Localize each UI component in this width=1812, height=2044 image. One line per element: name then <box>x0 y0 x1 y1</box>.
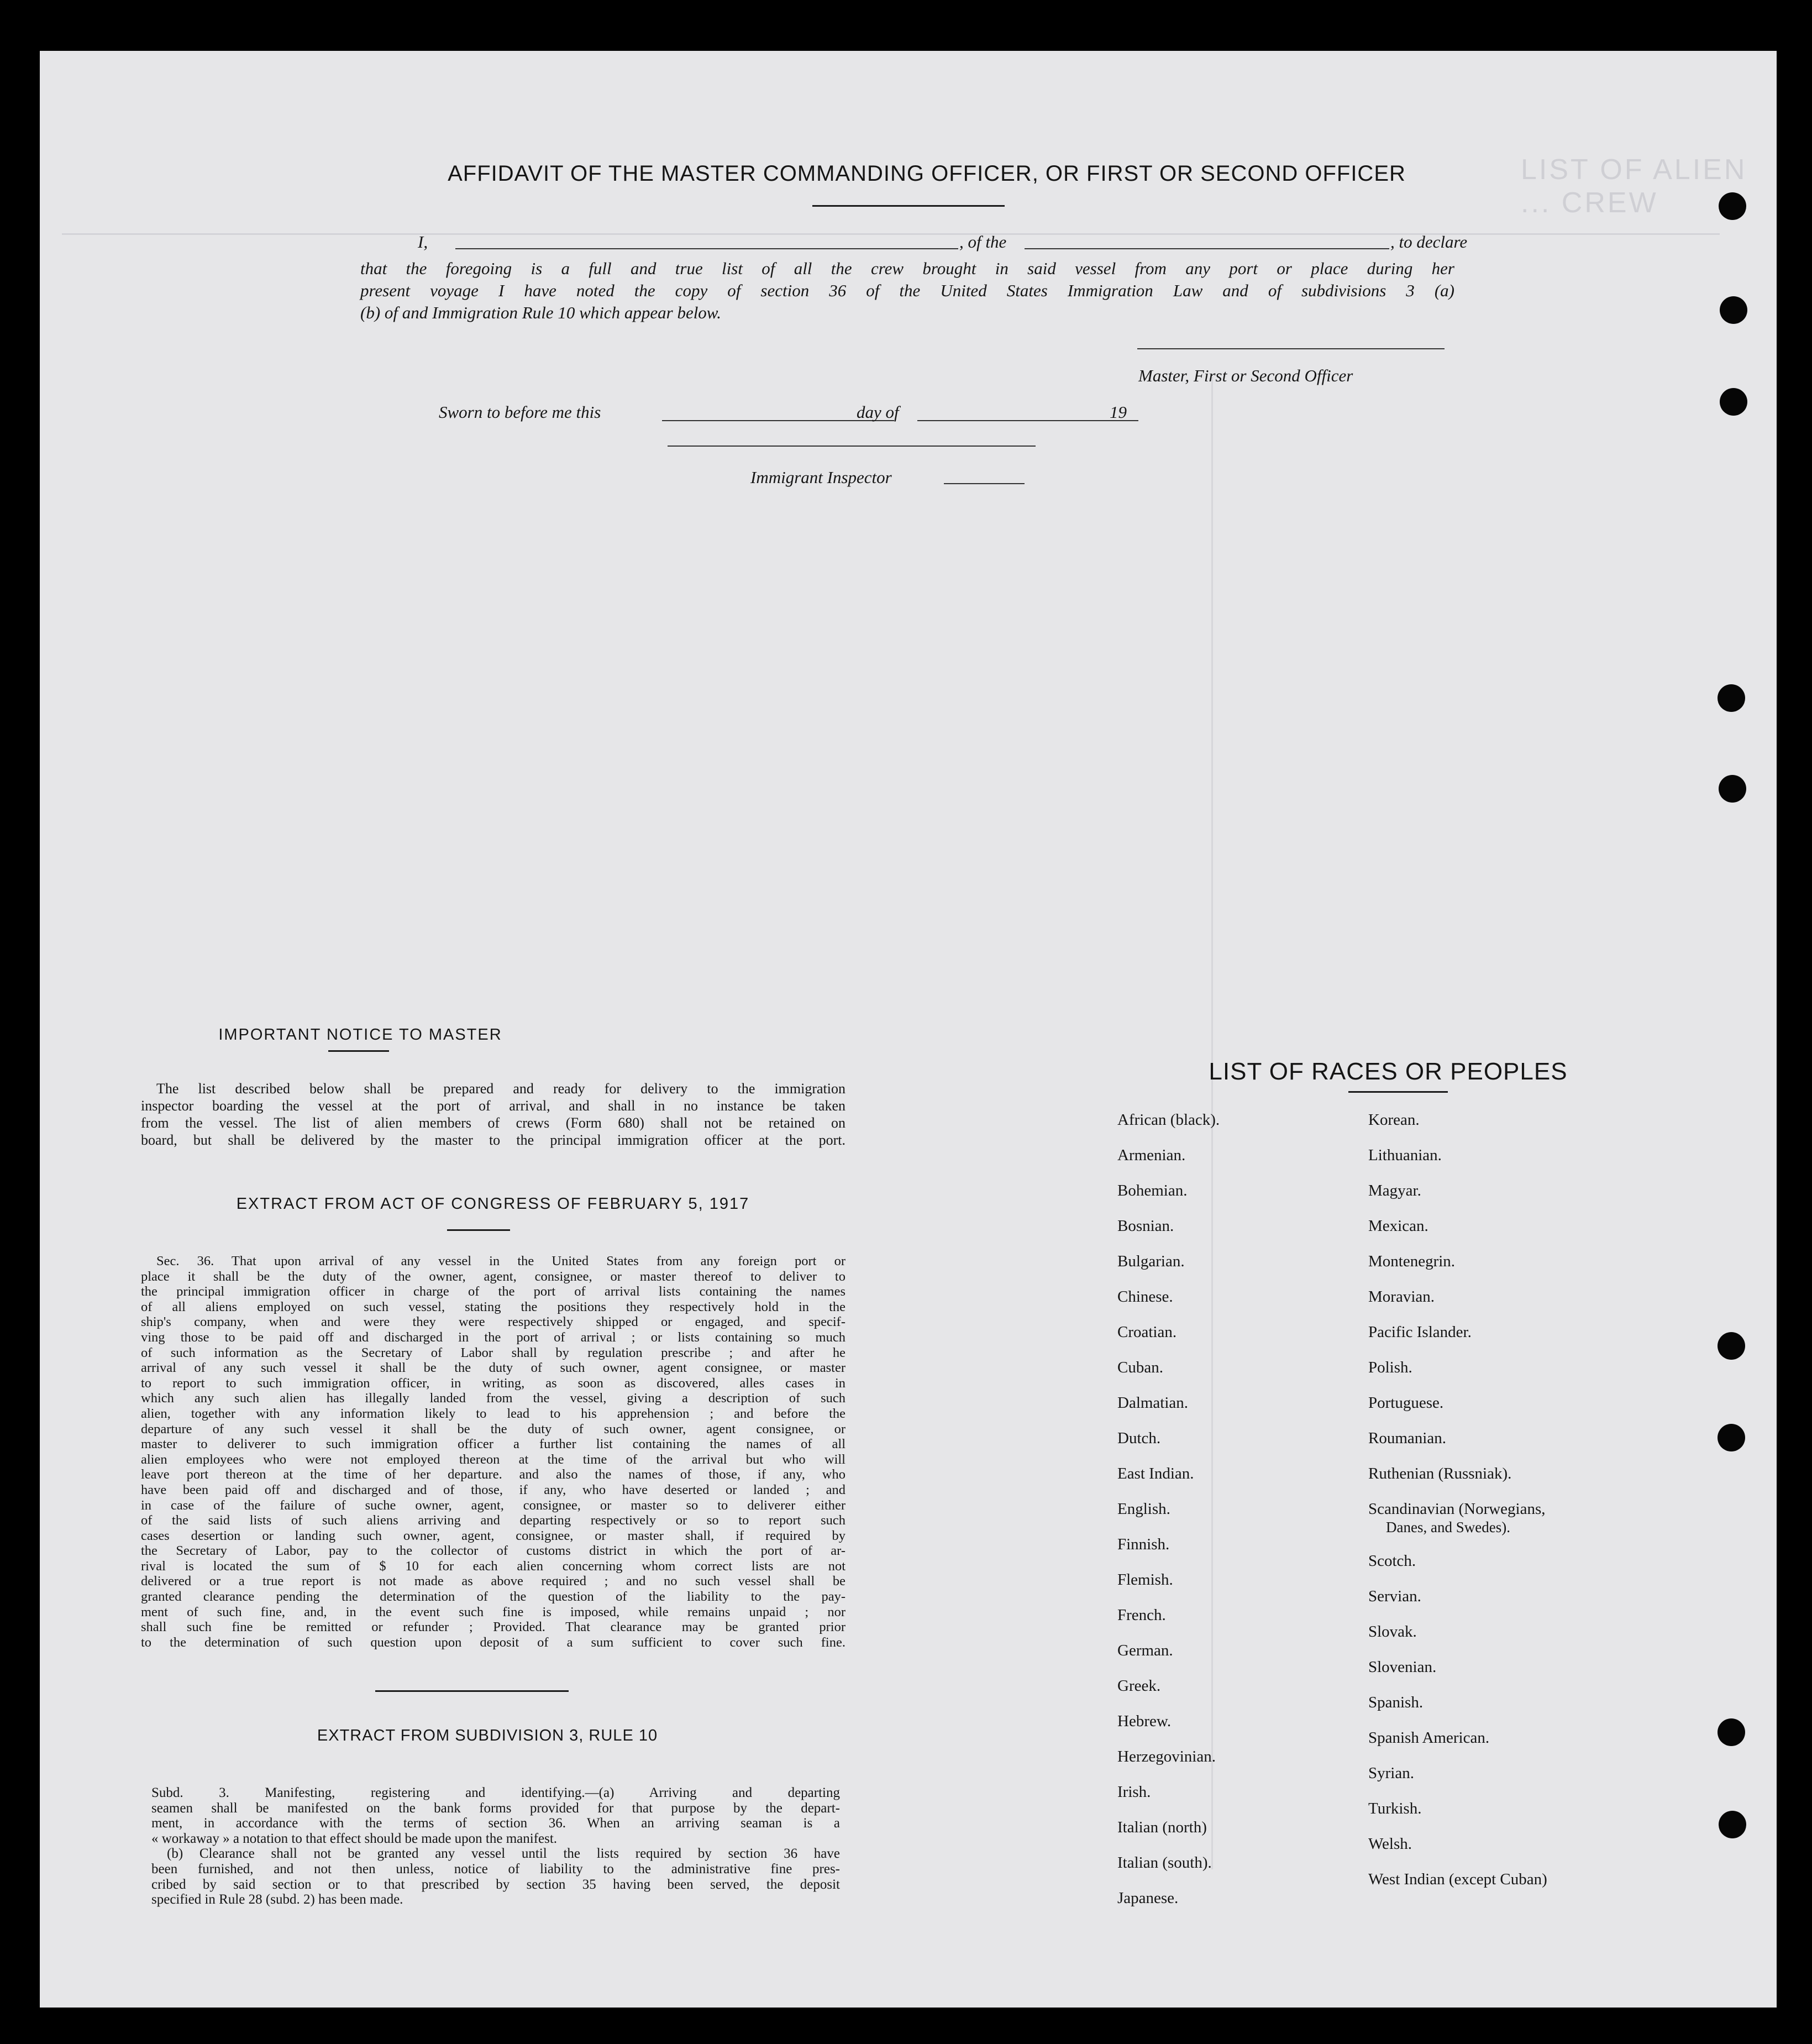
race-item: Irish. <box>1117 1783 1151 1801</box>
act-line: of the said lists of such aliens arriving and departing respectively or so to report such <box>141 1513 845 1528</box>
notice-line: The list described below shall be prepared and ready for delivery to the immigration <box>156 1081 845 1097</box>
act-line: which any such alien has illegally landed from the vessel, giving a description of such <box>141 1391 845 1406</box>
rule-heading: EXTRACT FROM SUBDIVISION 3, RULE 10 <box>317 1727 658 1744</box>
sworn-day-of: day of <box>857 402 899 422</box>
race-item: Finnish. <box>1117 1535 1170 1553</box>
bleed-through-header: LIST OF ALIEN ... CREW <box>1521 154 1747 219</box>
act-line: granted clearance pending the determination of the question of the liability to the pay- <box>141 1589 845 1605</box>
race-item: Roumanian. <box>1368 1429 1446 1447</box>
race-item: Magyar. <box>1368 1182 1421 1199</box>
race-item: French. <box>1117 1606 1166 1624</box>
race-item: Chinese. <box>1117 1288 1173 1306</box>
act-underline <box>447 1229 510 1231</box>
act-heading: EXTRACT FROM ACT OF CONGRESS OF FEBRUARY 5, 1917 <box>236 1195 750 1213</box>
notice-line: board, but shall be delivered by the master to the principal immigration officer at the port. <box>141 1132 845 1148</box>
race-item: Dalmatian. <box>1117 1394 1189 1412</box>
notice-line: from the vessel. The list of alien members of crews (Form 680) shall not be retained on <box>141 1115 845 1131</box>
affidavit-title: AFFIDAVIT OF THE MASTER COMMANDING OFFICER, OR FIRST OR SECOND OFFICER <box>448 161 1406 186</box>
races-heading: LIST OF RACES OR PEOPLES <box>1209 1058 1568 1085</box>
race-item: Turkish. <box>1368 1800 1422 1817</box>
act-line: master to deliverer to such immigration officer a further list containing the names of all <box>141 1437 845 1452</box>
race-item: Italian (north) <box>1117 1818 1207 1836</box>
rule-line: specified in Rule 28 (subd. 2) has been made. <box>151 1892 403 1907</box>
race-item: Hebrew. <box>1117 1712 1172 1730</box>
notice-underline <box>328 1050 389 1052</box>
affidavit-line-2: that the foregoing is a full and true list of all the crew brought in said vessel from any port or place during her <box>360 259 1454 278</box>
rule-line: (b) Clearance shall not be granted any vessel until the lists required by section 36 have <box>167 1846 840 1862</box>
officer-signature-label: Master, First or Second Officer <box>1138 366 1353 385</box>
act-line: Sec. 36. That upon arrival of any vessel in the United States from any foreign port or <box>156 1254 845 1269</box>
act-line: delivered or a true report is not made as above required ; and no such vessel shall be <box>141 1574 845 1589</box>
punch-hole <box>1718 1424 1745 1451</box>
race-item: Croatian. <box>1117 1323 1177 1341</box>
race-item: Servian. <box>1368 1587 1421 1605</box>
inspector-signature-line[interactable] <box>668 446 1036 447</box>
rule-line: been furnished, and not then unless, notice of liability to the administrative fine pres- <box>151 1861 840 1877</box>
race-item: Mexican. <box>1368 1217 1428 1235</box>
act-line: ment of such fine, and, in the event such fine is imposed, while remains unpaid ; nor <box>141 1604 845 1620</box>
punch-hole <box>1719 192 1746 220</box>
act-line: in case of the failure of suche owner, agent, consignee, or master so to deliverer either <box>141 1497 845 1513</box>
act-line: arrival of any such vessel it shall be the duty of such owner, agent consignee, or master <box>141 1360 845 1376</box>
race-item: Scotch. <box>1368 1552 1416 1570</box>
rule-line: « workaway » a notation to that effect should be made upon the manifest. <box>151 1831 558 1846</box>
race-item: West Indian (except Cuban) <box>1368 1870 1547 1888</box>
act-line: alien, together with any information likely to lead to his apprehension ; and before the <box>141 1406 845 1421</box>
race-item: Armenian. <box>1117 1146 1186 1164</box>
race-item: Slovenian. <box>1368 1658 1437 1676</box>
race-item: East Indian. <box>1117 1465 1194 1482</box>
act-line: leave port thereon at the time of her departure. and also the names of those, if any, who <box>141 1467 845 1482</box>
race-item: Lithuanian. <box>1368 1146 1442 1164</box>
sworn-prefix: Sworn to before me this <box>439 402 601 422</box>
act-line: shall such fine be remitted or refunder ; Provided. That clearance may be granted prior <box>141 1620 845 1635</box>
races-underline <box>1348 1091 1448 1093</box>
act-line: have been paid off and discharged and of those, if any, who have deserted or landed ; and <box>141 1482 845 1497</box>
act-line: to report to such immigration officer, in writing, as soon as discovered, alles cases in <box>141 1375 845 1391</box>
sworn-year: 19 <box>1110 402 1127 422</box>
act-line: the principal immigration officer in charge of the port of arrival lists containing the names <box>141 1284 845 1299</box>
officer-signature-line[interactable] <box>1137 348 1445 349</box>
act-line: place it shall be the duty of the owner, agent, consignee, or master thereof to deliver to <box>141 1269 845 1284</box>
race-item: Spanish American. <box>1368 1729 1490 1747</box>
race-item: Ruthenian (Russniak). <box>1368 1465 1512 1482</box>
act-line: departure of any such vessel it shall be the duty of such owner, agent consignee, or <box>141 1421 845 1437</box>
race-item: Cuban. <box>1117 1359 1163 1376</box>
title-underline <box>812 205 1005 207</box>
rule-line: cribed by said section or to that prescribed by section 35 having been served, the deposit <box>151 1877 840 1892</box>
notice-heading: IMPORTANT NOTICE TO MASTER <box>218 1026 502 1044</box>
punch-hole <box>1719 775 1746 803</box>
race-item: African (black). <box>1117 1111 1220 1129</box>
race-item: Spanish. <box>1368 1694 1424 1711</box>
race-item: Welsh. <box>1368 1835 1412 1853</box>
punch-hole <box>1718 1332 1745 1360</box>
section-divider <box>375 1690 569 1692</box>
notice-line: inspector boarding the vessel at the port of arrival, and shall in no instance be taken <box>141 1098 845 1114</box>
act-line: ship's company, when and were they were respectively shipped or engaged, and specif- <box>141 1314 845 1330</box>
race-item: Italian (south). <box>1117 1854 1212 1872</box>
race-item: Bulgarian. <box>1117 1252 1185 1270</box>
race-item: Japanese. <box>1117 1889 1179 1907</box>
affidavit-line-4: (b) of and Immigration Rule 10 which appear below. <box>360 303 721 322</box>
affidavit-to-declare: , to declare <box>1390 232 1468 251</box>
race-item-continued: Danes, and Swedes). <box>1386 1519 1510 1535</box>
act-body <box>141 1254 845 1650</box>
race-item: Bohemian. <box>1117 1182 1188 1199</box>
race-item: English. <box>1117 1500 1170 1518</box>
act-line: rival is located the sum of $ 10 for each alien concerning whom correct lists are not <box>141 1558 845 1574</box>
affidavit-line-3: present voyage I have noted the copy of section 36 of the United States Immigration Law and of subdivisions 3 (a) <box>360 281 1454 300</box>
act-line: alien employees who were not employed thereon at the time of the arrival but who will <box>141 1451 845 1467</box>
race-item: German. <box>1117 1642 1173 1659</box>
punch-hole <box>1718 1718 1745 1746</box>
act-line: of such information as the Secretary of Labor shall by regulation prescribe ; and after he <box>141 1345 845 1360</box>
act-line: the Secretary of Labor, pay to the collector of customs district in which the port of ar- <box>141 1543 845 1559</box>
race-item: Scandinavian (Norwegians, <box>1368 1500 1546 1518</box>
race-item: Dutch. <box>1117 1429 1161 1447</box>
affidavit-i: I, <box>418 232 428 251</box>
punch-hole <box>1720 296 1747 324</box>
name-blank[interactable] <box>455 248 958 249</box>
race-item: Montenegrin. <box>1368 1252 1456 1270</box>
vessel-blank[interactable] <box>1025 248 1389 249</box>
punch-hole <box>1720 388 1747 416</box>
document-page <box>40 51 1777 2008</box>
punch-hole <box>1718 684 1745 712</box>
act-line: to the determination of such question upon deposit of a sum sufficient to cover such fine. <box>141 1634 845 1650</box>
race-item: Herzegovinian. <box>1117 1748 1216 1765</box>
act-line: of all aliens employed on such vessel, stating the positions they respectively hold in the <box>141 1299 845 1314</box>
race-item: Bosnian. <box>1117 1217 1174 1235</box>
race-item: Flemish. <box>1117 1571 1173 1589</box>
race-item: Syrian. <box>1368 1764 1414 1782</box>
race-item: Polish. <box>1368 1359 1412 1376</box>
race-item: Pacific Islander. <box>1368 1323 1472 1341</box>
inspector-label: Immigrant Inspector <box>750 468 892 487</box>
race-item: Slovak. <box>1368 1623 1417 1641</box>
rule-line: Subd. 3. Manifesting, registering and identifying.—(a) Arriving and departing <box>151 1785 840 1800</box>
affidavit-of-the: , of the <box>959 232 1007 251</box>
bleed-through-line <box>62 233 1720 235</box>
act-line: ving those to be paid off and discharged in the port of arrival ; or lists containing so much <box>141 1329 845 1345</box>
race-item: Greek. <box>1117 1677 1161 1695</box>
race-item: Korean. <box>1368 1111 1420 1129</box>
rule-line: seamen shall be manifested on the bank forms provided for that purpose by the depart- <box>151 1800 840 1816</box>
rule-line: ment, in accordance with the terms of section 36. When an arriving seaman is a <box>151 1816 840 1831</box>
act-line: cases desertion or landing such owner, agent, consignee, or master shall, if required by <box>141 1528 845 1543</box>
race-item: Moravian. <box>1368 1288 1435 1306</box>
sworn-month-blank[interactable] <box>917 420 1138 421</box>
race-item: Portuguese. <box>1368 1394 1444 1412</box>
notice-body <box>141 1080 845 1149</box>
punch-hole <box>1719 1811 1746 1838</box>
rule-body <box>151 1785 840 1907</box>
inspector-label-blank <box>944 483 1025 484</box>
